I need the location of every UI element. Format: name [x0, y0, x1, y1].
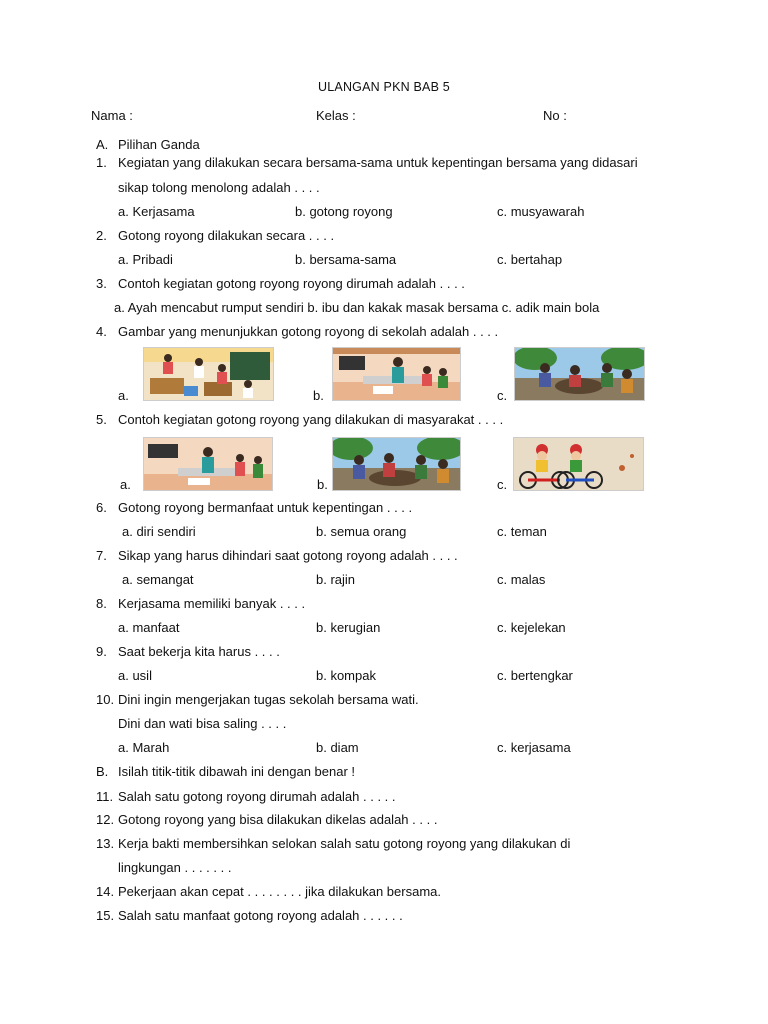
q2-number: 2.	[96, 228, 107, 243]
name-label: Nama :	[91, 108, 133, 123]
q9-text: Saat bekerja kita harus . . . .	[118, 644, 280, 659]
kitchen-cooking-icon	[143, 437, 273, 491]
q1-text: Kegiatan yang dilakukan secara bersama-sama untuk kepentingan bersama yang didasari	[118, 155, 638, 170]
q14-text: Pekerjaan akan cepat . . . . . . . . jika dilakukan bersama.	[118, 884, 442, 899]
section-a-letter: A.	[96, 137, 109, 152]
q4-text: Gambar yang menunjukkan gotong royong di sekolah adalah . . . .	[118, 324, 499, 339]
q2-option-b: b. bersama-sama	[295, 252, 397, 267]
q3-number: 3.	[96, 276, 107, 291]
q6-option-b: b. semua orang	[316, 524, 407, 539]
q5-option-a: a.	[120, 477, 131, 492]
q7-number: 7.	[96, 548, 107, 563]
q5-number: 5.	[96, 412, 107, 427]
q8-option-b: b. kerugian	[316, 620, 381, 635]
q9-option-b: b. kompak	[316, 668, 376, 683]
q13-number: 13.	[96, 836, 115, 851]
q5-option-c: c.	[497, 477, 508, 492]
q3-options: a. Ayah mencabut rumput sendiri b. ibu dan kakak masak bersama c. adik main bola	[114, 300, 600, 315]
q4-number: 4.	[96, 324, 107, 339]
q1-text-cont: sikap tolong menolong adalah . . . .	[118, 180, 320, 195]
q4-option-c: c.	[497, 388, 508, 403]
number-label: No :	[543, 108, 567, 123]
q8-option-c: c. kejelekan	[497, 620, 566, 635]
q10-option-c: c. kerjasama	[497, 740, 571, 755]
q7-text: Sikap yang harus dihindari saat gotong royong adalah . . . .	[118, 548, 458, 563]
q9-option-c: c. bertengkar	[497, 668, 573, 683]
q7-option-c: c. malas	[497, 572, 546, 587]
q12-number: 12.	[96, 812, 115, 827]
q3-text: Contoh kegiatan gotong royong royong dirumah adalah . . . .	[118, 276, 465, 291]
q10-option-a: a. Marah	[118, 740, 170, 755]
q8-option-a: a. manfaat	[118, 620, 180, 635]
q10-option-b: b. diam	[316, 740, 359, 755]
q1-option-a: a. Kerjasama	[118, 204, 195, 219]
class-label: Kelas :	[316, 108, 356, 123]
q2-text: Gotong royong dilakukan secara . . . .	[118, 228, 335, 243]
q10-text: Dini ingin mengerjakan tugas sekolah bersama wati.	[118, 692, 419, 707]
q2-option-a: a. Pribadi	[118, 252, 173, 267]
q13-text-cont: lingkungan . . . . . . .	[118, 860, 232, 875]
section-b-title: Isilah titik-titik dibawah ini dengan benar !	[118, 764, 356, 779]
community-work-icon	[332, 437, 461, 491]
q7-option-a: a. semangat	[122, 572, 194, 587]
page-title: ULANGAN PKN BAB 5	[318, 80, 450, 94]
classroom-cleaning-icon	[143, 347, 274, 401]
q8-number: 8.	[96, 596, 107, 611]
q6-option-c: c. teman	[497, 524, 547, 539]
q11-text: Salah satu gotong royong dirumah adalah . . . . .	[118, 789, 396, 804]
q12-text: Gotong royong yang bisa dilakukan dikelas adalah . . . .	[118, 812, 438, 827]
q6-number: 6.	[96, 500, 107, 515]
q5-option-b: b.	[317, 477, 328, 492]
q10-text-cont: Dini dan wati bisa saling . . . .	[118, 716, 287, 731]
q1-option-c: c. musyawarah	[497, 204, 585, 219]
q10-number: 10.	[96, 692, 115, 707]
q7-option-b: b. rajin	[316, 572, 356, 587]
q4-option-b: b.	[313, 388, 324, 403]
q2-option-c: c. bertahap	[497, 252, 563, 267]
q14-number: 14.	[96, 884, 115, 899]
q9-number: 9.	[96, 644, 107, 659]
q6-option-a: a. diri sendiri	[122, 524, 196, 539]
q4-option-a: a.	[118, 388, 129, 403]
q15-number: 15.	[96, 908, 115, 923]
q11-number: 11.	[96, 789, 114, 804]
kitchen-cooking-icon	[332, 347, 461, 401]
q9-option-a: a. usil	[118, 668, 152, 683]
q6-text: Gotong royong bermanfaat untuk kepentingan . . . .	[118, 500, 413, 515]
kids-cycling-icon	[513, 437, 644, 491]
q13-text: Kerja bakti membersihkan selokan salah satu gotong royong yang dilakukan di	[118, 836, 571, 851]
q1-option-b: b. gotong royong	[295, 204, 393, 219]
section-a-title: Pilihan Ganda	[118, 137, 200, 152]
section-b-letter: B.	[96, 764, 109, 779]
community-work-icon	[514, 347, 645, 401]
q15-text: Salah satu manfaat gotong royong adalah . . . . . .	[118, 908, 403, 923]
q8-text: Kerjasama memiliki banyak . . . .	[118, 596, 306, 611]
q5-text: Contoh kegiatan gotong royong yang dilakukan di masyarakat . . . .	[118, 412, 504, 427]
q1-number: 1.	[96, 155, 107, 170]
